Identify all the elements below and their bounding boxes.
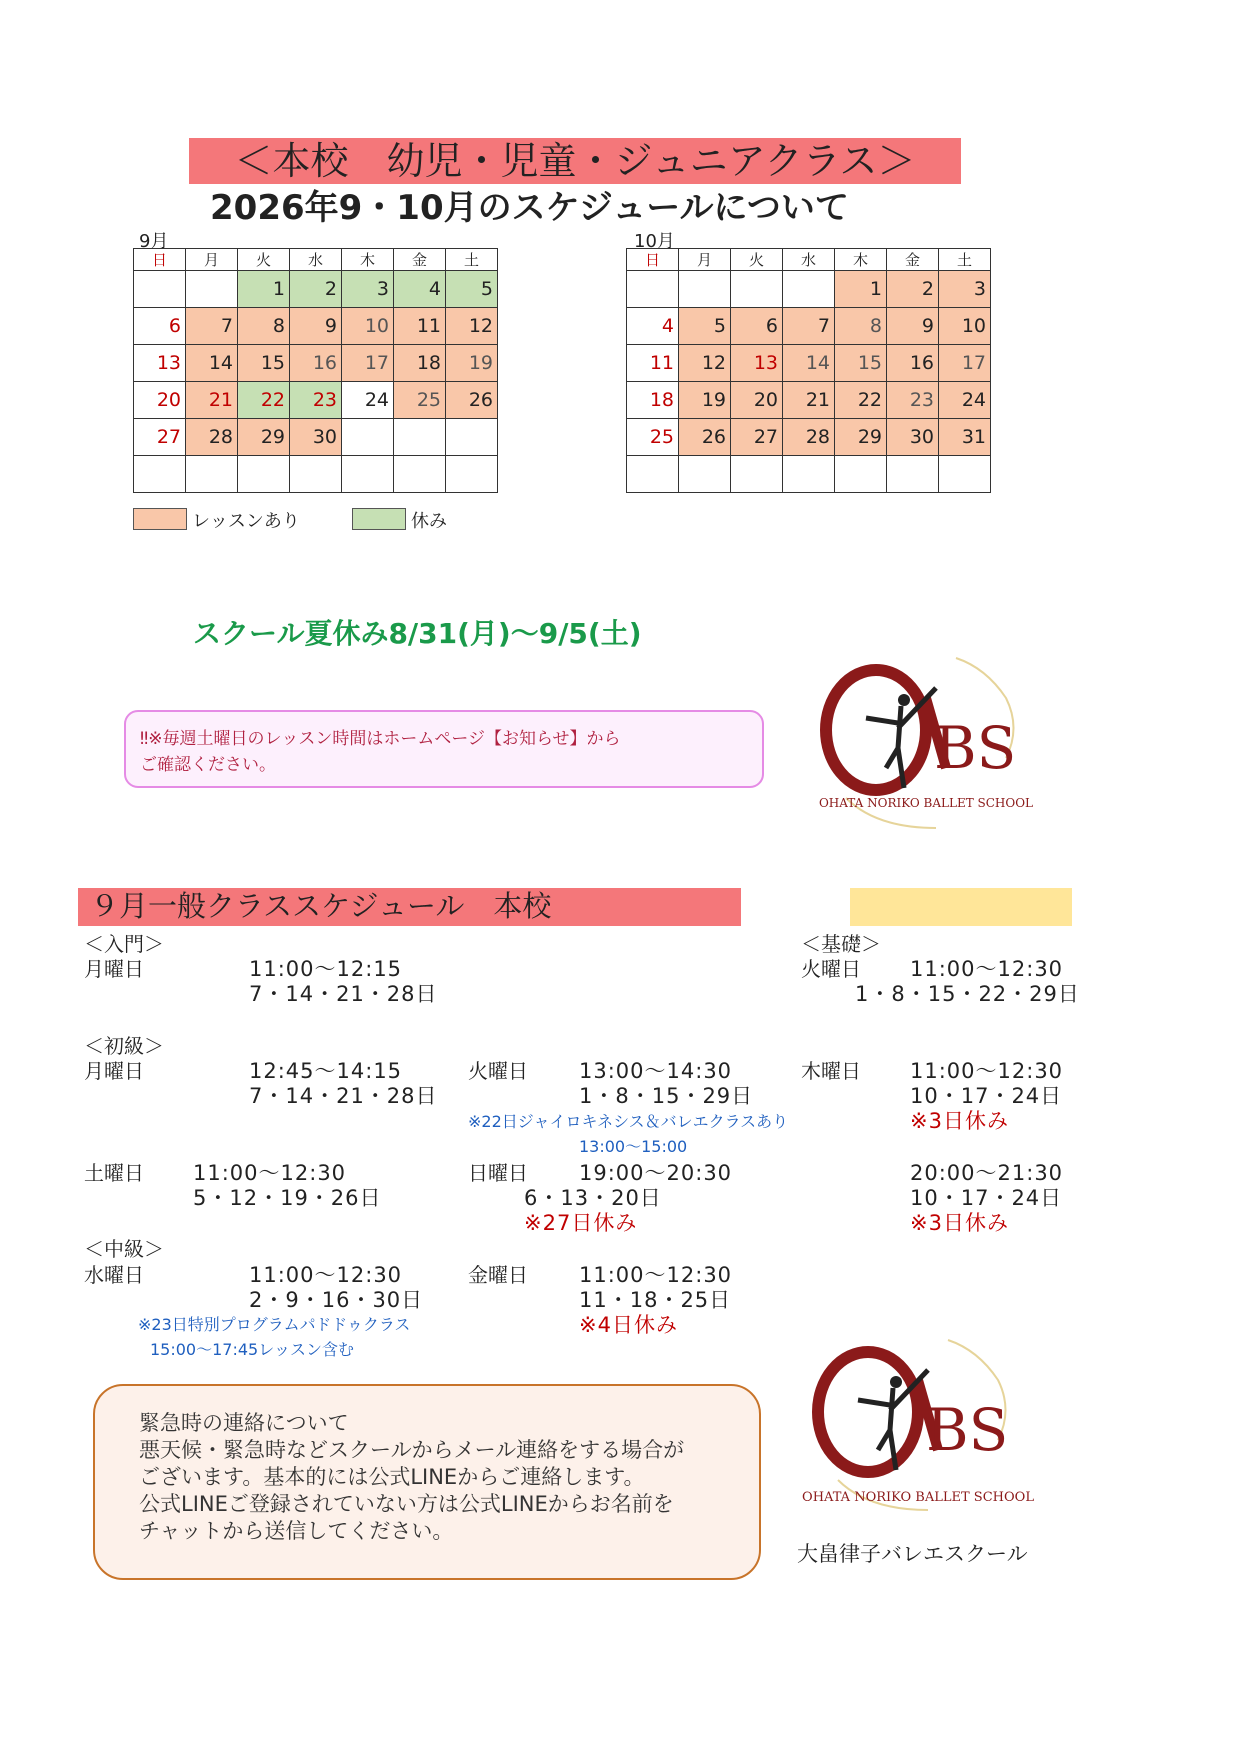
- calendar-day-cell: 16: [887, 345, 939, 382]
- calendar-day-cell: [186, 456, 238, 493]
- calendar-day-cell: 19: [446, 345, 498, 382]
- chukyu-fri-off: ※4日休み: [579, 1313, 678, 1337]
- chukyu-wed-day: 水曜日: [84, 1263, 144, 1287]
- chukyu-wed-dates: 2・9・16・30日: [249, 1288, 424, 1312]
- calendar-day-cell: 23: [887, 382, 939, 419]
- chukyu-wed-note-time: 15:00～17:45レッスン含む: [150, 1340, 355, 1359]
- calendar-day-cell: 25: [627, 419, 679, 456]
- yellow-highlight-box: [850, 888, 1072, 926]
- calendar-day-cell: 26: [446, 382, 498, 419]
- contact-line-2: 悪天候・緊急時などスクールからメール連絡をする場合が: [139, 1438, 685, 1462]
- shokyu-thu-day: 木曜日: [801, 1059, 861, 1083]
- shokyu-mon-day: 月曜日: [84, 1059, 144, 1083]
- school-name: 大畠律子バレエスクール: [797, 1542, 1028, 1566]
- calendar-day-cell: 3: [342, 271, 394, 308]
- calendar-day-cell: [627, 456, 679, 493]
- calendar-day-cell: 7: [186, 308, 238, 345]
- shokyu-sun-dates: 6・13・20日: [524, 1186, 662, 1210]
- calendar-day-cell: 22: [835, 382, 887, 419]
- contact-line-4: 公式LINEご登録されていない方は公式LINEからお名前を: [139, 1492, 674, 1516]
- calendar-day-cell: 20: [731, 382, 783, 419]
- calendar-day-cell: 21: [783, 382, 835, 419]
- calendar-day-cell: 6: [731, 308, 783, 345]
- calendar-day-cell: 18: [627, 382, 679, 419]
- calendar-day-cell: [783, 271, 835, 308]
- calendar-day-cell: 21: [186, 382, 238, 419]
- calendar-day-cell: 27: [134, 419, 186, 456]
- weekday-header: 日: [134, 249, 186, 271]
- contact-line-3: ございます。基本的には公式LINEからご連絡します。: [139, 1465, 645, 1489]
- calendar-day-cell: 29: [835, 419, 887, 456]
- chukyu-wed-time: 11:00～12:30: [249, 1263, 403, 1287]
- weekday-header: 土: [939, 249, 991, 271]
- notice-line-1: ‼※毎週土曜日のレッスン時間はホームページ【お知らせ】から: [140, 729, 621, 749]
- calendar-day-cell: 8: [835, 308, 887, 345]
- calendar-day-cell: [939, 456, 991, 493]
- calendar-day-cell: 16: [290, 345, 342, 382]
- calendar-day-cell: 1: [238, 271, 290, 308]
- calendar-day-cell: [731, 456, 783, 493]
- shokyu-tue-time: 13:00～14:30: [579, 1059, 733, 1083]
- calendar-day-cell: [446, 456, 498, 493]
- shokyu-sun-time: 19:00～20:30: [579, 1161, 733, 1185]
- calendar-day-cell: [627, 271, 679, 308]
- svg-text:BS: BS: [926, 1396, 1009, 1464]
- notice-line-2: ご確認ください。: [140, 755, 276, 775]
- shokyu-thu-dates: 10・17・24日: [910, 1084, 1063, 1108]
- page-subtitle: 2026年9・10月のスケジュールについて: [210, 188, 849, 228]
- legend-lesson-swatch: [133, 508, 187, 530]
- calendar-day-cell: 25: [394, 382, 446, 419]
- chukyu-fri-dates: 11・18・25日: [579, 1288, 732, 1312]
- calendar-day-cell: [679, 271, 731, 308]
- chukyu-wed-note: ※23日特別プログラムパドドゥクラス: [138, 1315, 411, 1334]
- school-logo: [806, 648, 1046, 842]
- weekday-header: 木: [835, 249, 887, 271]
- calendar-day-cell: [134, 456, 186, 493]
- calendar-day-cell: 19: [679, 382, 731, 419]
- calendar-day-cell: 11: [394, 308, 446, 345]
- shokyu-mon-dates: 7・14・21・28日: [249, 1084, 438, 1108]
- calendar-day-cell: 23: [290, 382, 342, 419]
- contact-line-5: チャットから送信してください。: [139, 1519, 454, 1543]
- sep-month-label: 9月: [139, 231, 169, 252]
- calendar-day-cell: [446, 419, 498, 456]
- shokyu-thu-off: ※3日休み: [910, 1109, 1009, 1133]
- calendar-day-cell: 12: [446, 308, 498, 345]
- weekday-header: 木: [342, 249, 394, 271]
- calendar-day-cell: 30: [887, 419, 939, 456]
- shokyu-tue-note-time: 13:00～15:00: [579, 1137, 688, 1156]
- shokyu-label: ＜初級＞: [84, 1034, 164, 1058]
- calendar-day-cell: 31: [939, 419, 991, 456]
- calendar-day-cell: 28: [186, 419, 238, 456]
- calendar-day-cell: 24: [939, 382, 991, 419]
- calendar-day-cell: [394, 456, 446, 493]
- calendar-day-cell: 14: [186, 345, 238, 382]
- section-title: ９月一般クラススケジュール 本校: [90, 889, 552, 923]
- calendar-day-cell: 13: [134, 345, 186, 382]
- calendar-day-cell: 4: [627, 308, 679, 345]
- weekday-header: 月: [186, 249, 238, 271]
- calendar-day-cell: 7: [783, 308, 835, 345]
- contact-text: [139, 1410, 684, 1545]
- logo-caption: OHATA NORIKO BALLET SCHOOL: [818, 796, 1034, 810]
- contact-line-1: 緊急時の連絡について: [139, 1411, 349, 1435]
- calendar-day-cell: 27: [731, 419, 783, 456]
- kiso-dates: 1・8・15・22・29日: [855, 982, 1080, 1006]
- calendar-day-cell: 28: [783, 419, 835, 456]
- shokyu-sun-off: ※27日休み: [524, 1211, 638, 1235]
- shokyu-sat-time: 11:00～12:30: [193, 1161, 347, 1185]
- calendar-day-cell: 20: [134, 382, 186, 419]
- calendar-day-cell: 10: [342, 308, 394, 345]
- calendar-day-cell: 9: [290, 308, 342, 345]
- svg-text:BS: BS: [934, 714, 1017, 782]
- school-logo-bottom: [788, 1330, 1034, 1524]
- chukyu-label: ＜中級＞: [84, 1237, 164, 1261]
- weekday-header: 土: [446, 249, 498, 271]
- chukyu-fri-time: 11:00～12:30: [579, 1263, 733, 1287]
- nyumon-label: ＜入門＞: [84, 932, 164, 956]
- legend-holiday-swatch: [352, 508, 406, 530]
- shokyu-sat-day: 土曜日: [84, 1161, 144, 1185]
- logo-caption-bottom: OHATA NORIKO BALLET SCHOOL: [802, 1490, 1034, 1505]
- calendar-day-cell: [186, 271, 238, 308]
- weekday-header: 火: [238, 249, 290, 271]
- calendar-day-cell: 15: [238, 345, 290, 382]
- shokyu-sun-day: 日曜日: [468, 1161, 528, 1185]
- calendar-day-cell: 11: [627, 345, 679, 382]
- shokyu-thu2-time: 20:00～21:30: [910, 1161, 1064, 1185]
- nyumon-day: 月曜日: [84, 957, 144, 981]
- calendar-day-cell: 6: [134, 308, 186, 345]
- kiso-day: 火曜日: [801, 957, 861, 981]
- calendar-day-cell: [238, 456, 290, 493]
- weekday-header: 金: [394, 249, 446, 271]
- shokyu-thu-time: 11:00～12:30: [910, 1059, 1064, 1083]
- calendar-day-cell: 26: [679, 419, 731, 456]
- calendar-day-cell: 2: [290, 271, 342, 308]
- calendar-day-cell: 29: [238, 419, 290, 456]
- weekday-header: 日: [627, 249, 679, 271]
- calendar-day-cell: 18: [394, 345, 446, 382]
- calendar-day-cell: [887, 456, 939, 493]
- shokyu-thu2-dates: 10・17・24日: [910, 1186, 1063, 1210]
- calendar-day-cell: [342, 456, 394, 493]
- shokyu-mon-time: 12:45～14:15: [249, 1059, 403, 1083]
- shokyu-tue-day: 火曜日: [468, 1059, 528, 1083]
- shokyu-tue-note: ※22日ジャイロキネシス＆バレエクラスあり: [468, 1112, 789, 1131]
- calendar-day-cell: 14: [783, 345, 835, 382]
- oct-month-label: 10月: [634, 231, 675, 252]
- calendar-day-cell: 5: [446, 271, 498, 308]
- weekday-header: 水: [290, 249, 342, 271]
- calendar-day-cell: 8: [238, 308, 290, 345]
- shokyu-sat-dates: 5・12・19・26日: [193, 1186, 382, 1210]
- calendar-day-cell: [290, 456, 342, 493]
- calendar-day-cell: 13: [731, 345, 783, 382]
- weekday-header: 火: [731, 249, 783, 271]
- calendar-day-cell: [783, 456, 835, 493]
- weekday-header: 水: [783, 249, 835, 271]
- summer-break-text: スクール夏休み8/31(月)～9/5(土): [193, 617, 642, 650]
- calendar-day-cell: 15: [835, 345, 887, 382]
- calendar-day-cell: 5: [679, 308, 731, 345]
- september-calendar: [133, 248, 498, 493]
- calendar-day-cell: [394, 419, 446, 456]
- weekday-header: 金: [887, 249, 939, 271]
- calendar-day-cell: 24: [342, 382, 394, 419]
- calendar-day-cell: 22: [238, 382, 290, 419]
- calendar-day-cell: 17: [939, 345, 991, 382]
- calendar-day-cell: [134, 271, 186, 308]
- page-title: ＜本校 幼児・児童・ジュニアクラス＞: [234, 139, 916, 183]
- shokyu-tue-dates: 1・8・15・29日: [579, 1084, 754, 1108]
- calendar-day-cell: 30: [290, 419, 342, 456]
- notice-box: [124, 710, 764, 788]
- legend-holiday-label: 休み: [411, 511, 447, 532]
- weekday-header: 月: [679, 249, 731, 271]
- kiso-time: 11:00～12:30: [910, 957, 1064, 981]
- calendar-day-cell: [835, 456, 887, 493]
- calendar-day-cell: [679, 456, 731, 493]
- calendar-day-cell: 4: [394, 271, 446, 308]
- calendar-day-cell: 17: [342, 345, 394, 382]
- calendar-day-cell: 1: [835, 271, 887, 308]
- nyumon-time: 11:00～12:15: [249, 957, 403, 981]
- calendar-day-cell: 9: [887, 308, 939, 345]
- calendar-day-cell: 12: [679, 345, 731, 382]
- october-calendar: [626, 248, 991, 493]
- calendar-day-cell: [342, 419, 394, 456]
- kiso-label: ＜基礎＞: [801, 932, 881, 956]
- calendar-day-cell: [731, 271, 783, 308]
- calendar-day-cell: 10: [939, 308, 991, 345]
- shokyu-thu2-off: ※3日休み: [910, 1211, 1009, 1235]
- calendar-day-cell: 3: [939, 271, 991, 308]
- calendar-day-cell: 2: [887, 271, 939, 308]
- chukyu-fri-day: 金曜日: [468, 1263, 528, 1287]
- legend-lesson-label: レッスンあり: [192, 511, 300, 532]
- nyumon-dates: 7・14・21・28日: [249, 982, 438, 1006]
